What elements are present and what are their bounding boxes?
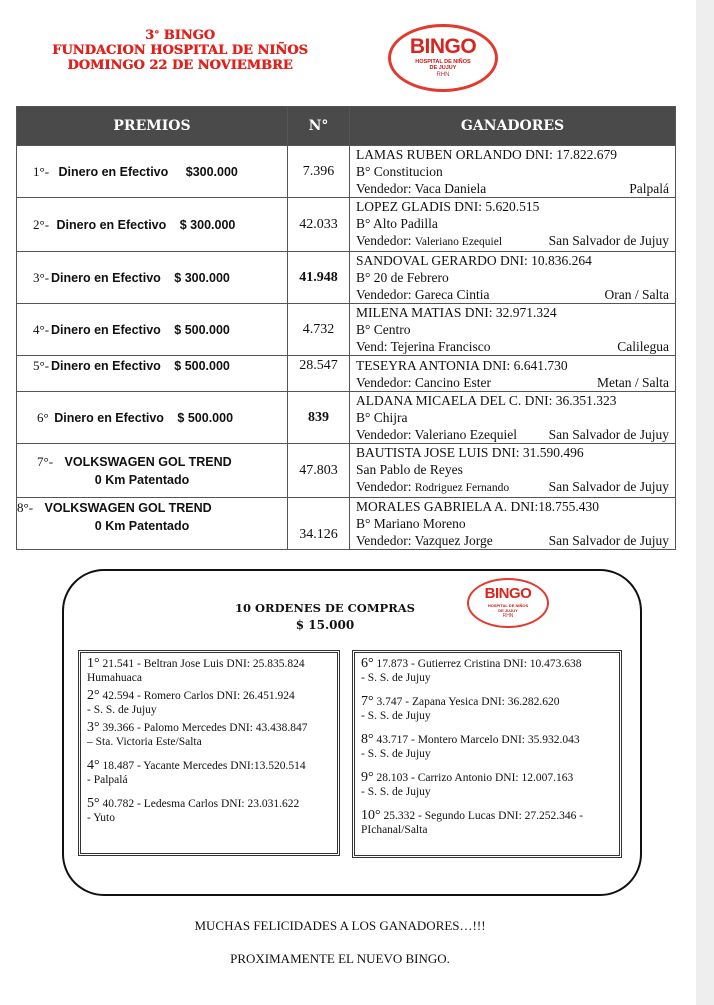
winner-localidad: Calilegua: [617, 339, 669, 354]
winner-vendedor: Vendedor: Vaca Daniela: [356, 181, 487, 196]
winner-vendedor: Vendedor: Vazquez Jorge: [356, 533, 493, 548]
table-row: [17, 304, 676, 356]
list-item: [361, 733, 613, 761]
ordenes-list-left: [78, 650, 340, 856]
list-item: [87, 657, 331, 685]
table-row: [17, 198, 676, 252]
prize-amount: $ 300.000: [174, 270, 230, 285]
prize-name: Dinero en Efectivo: [54, 410, 164, 425]
prize-amount: $ 500.000: [177, 410, 234, 425]
orden-text: 21.541 - Beltran Jose Luis DNI: 25.835.824: [99, 658, 305, 670]
orden-position: 8°: [361, 732, 374, 747]
prize-amount: $ 500.000: [174, 359, 230, 373]
logo-initials: RHN: [502, 613, 514, 619]
prize-cell: [17, 146, 288, 198]
winner-cell: [350, 356, 676, 392]
orden-position: 5°: [87, 796, 100, 811]
header-numero: N°: [288, 107, 350, 146]
winner-name: MILENA MATIAS DNI: 32.971.324: [356, 305, 557, 320]
ordenes-amount: $ 15.000: [295, 618, 355, 632]
winner-vendedor: Vendedor: Cancino Ester: [356, 374, 491, 390]
winner-cell: [350, 444, 676, 498]
page-header: [30, 28, 330, 73]
winner-vendedor-label: Vendedor:: [356, 233, 415, 248]
table-header-row: [17, 107, 676, 146]
prize-cell: [17, 444, 288, 498]
prize-detail: 0 Km Patentado: [94, 472, 190, 487]
orden-localidad: PIchanal/Salta: [361, 824, 428, 836]
page-side-strip: [696, 0, 714, 1005]
prize-cell: [17, 356, 288, 392]
winner-vendedor: Vend: Tejerina Francisco: [356, 339, 491, 354]
prize-position: 2°-: [33, 216, 50, 232]
table-row: [17, 146, 676, 198]
prize-name: Dinero en Efectivo: [56, 217, 167, 232]
header-ganadores: GANADORES: [350, 107, 676, 146]
winner-barrio: San Pablo de Reyes: [356, 462, 463, 477]
winner-name: ALDANA MICAELA DEL C. DNI: 36.351.323: [356, 393, 617, 408]
footer-next-bingo: PROXIMAMENTE EL NUEVO BINGO.: [230, 951, 450, 966]
winner-barrio: B° Constitucion: [356, 164, 443, 179]
winner-vendedor: Rodriguez Fernando: [414, 482, 510, 494]
prize-name: Dinero en Efectivo: [51, 359, 161, 373]
orden-text: 3.747 - Zapana Yesica DNI: 36.282.620: [373, 696, 560, 708]
winner-localidad: Oran / Salta: [604, 287, 669, 302]
logo-word: BINGO: [484, 585, 532, 602]
table-row: [17, 356, 676, 392]
winner-vendedor: Vendedor: Valeriano Ezequiel: [356, 427, 517, 442]
winning-number: 42.033: [288, 198, 350, 252]
orden-localidad: - S. S. de Jujuy: [361, 748, 431, 760]
orden-position: 7°: [361, 694, 374, 709]
winner-barrio: B° Centro: [356, 322, 411, 337]
orden-position: 2°: [87, 688, 100, 703]
orden-localidad: – Sta. Victoria Este/Salta: [87, 736, 202, 748]
winner-vendedor: Valeriano Ezequiel: [414, 236, 503, 248]
orden-position: 1°: [87, 656, 100, 671]
prize-position: 3°-: [33, 269, 50, 285]
header-line2: FUNDACION HOSPITAL DE NIÑOS: [52, 43, 308, 58]
prize-name: VOLKSWAGEN GOL TREND: [64, 454, 232, 469]
bingo-logo-small: [467, 578, 549, 628]
prize-position: 4°-: [33, 321, 50, 337]
header-premios: PREMIOS: [17, 107, 288, 146]
list-item: [87, 689, 331, 717]
winner-name: MORALES GABRIELA A. DNI:18.755.430: [356, 499, 600, 514]
prize-position: 7°-: [37, 453, 54, 469]
orden-localidad: - S. S. de Jujuy: [361, 672, 431, 684]
prize-amount: $ 300.000: [179, 217, 236, 232]
winner-cell: [350, 198, 676, 252]
logo-word: BINGO: [409, 35, 477, 58]
prize-name: VOLKSWAGEN GOL TREND: [44, 501, 212, 515]
header-bingo-word: BINGO: [159, 28, 215, 43]
orden-localidad: - S. S. de Jujuy: [361, 786, 431, 798]
logo-subtitle: HOSPITAL DE NIÑOS: [415, 59, 471, 65]
orden-text: 43.717 - Montero Marcelo DNI: 35.932.043: [373, 734, 580, 746]
list-item: [361, 809, 613, 837]
prize-position: 6°: [37, 409, 49, 425]
winning-number: 7.396: [288, 146, 350, 198]
orden-localidad: - Palpalá: [87, 774, 128, 786]
orden-localidad: Humahuaca: [87, 672, 142, 684]
orden-text: 28.103 - Carrizo Antonio DNI: 12.007.163: [373, 772, 574, 784]
logo-subtitle-2: DE JUJUY: [498, 608, 518, 613]
winner-localidad: San Salvador de Jujuy: [548, 427, 669, 442]
prize-amount: $300.000: [185, 164, 238, 179]
ordenes-title: 10 ORDENES DE COMPRAS: [235, 601, 415, 615]
winner-barrio: B° Alto Padilla: [356, 216, 438, 231]
winner-vendedor-label: Vendedor:: [356, 479, 415, 494]
orden-position: 9°: [361, 770, 374, 785]
winner-localidad: San Salvador de Jujuy: [548, 233, 669, 248]
bingo-logo: [388, 24, 498, 92]
list-item: [361, 771, 613, 799]
winning-number: 4.732: [288, 304, 350, 356]
winner-cell: [350, 146, 676, 198]
winner-localidad: San Salvador de Jujuy: [548, 479, 669, 494]
winner-vendedor: Vendedor: Gareca Cintia: [356, 287, 490, 302]
orden-position: 10°: [361, 808, 381, 823]
winner-localidad: Palpalá: [629, 181, 669, 196]
prize-position: 1°-: [33, 163, 50, 179]
winning-number: 41.948: [288, 252, 350, 304]
prize-position: 5°-: [33, 358, 50, 373]
orden-position: 4°: [87, 758, 100, 773]
prize-cell: [17, 392, 288, 444]
list-item: [87, 759, 331, 787]
header-line3: DOMINGO 22 DE NOVIEMBRE: [67, 58, 293, 73]
prizes-table: [16, 106, 676, 550]
winner-cell: [350, 252, 676, 304]
prize-name: Dinero en Efectivo: [51, 270, 161, 285]
prize-amount: $ 500.000: [174, 322, 230, 337]
winner-name: LAMAS RUBEN ORLANDO DNI: 17.822.679: [356, 147, 618, 162]
winner-name: TESEYRA ANTONIA DNI: 6.641.730: [356, 357, 568, 373]
orden-text: 18.487 - Yacante Mercedes DNI:13.520.514: [99, 760, 306, 772]
orden-position: 3°: [87, 720, 100, 735]
footer-congrats: MUCHAS FELICIDADES A LOS GANADORES…!!!: [194, 918, 486, 933]
winner-cell: [350, 498, 676, 550]
list-item: [87, 721, 331, 749]
list-item: [87, 797, 331, 825]
prize-name: Dinero en Efectivo: [58, 164, 169, 179]
winner-barrio: B° 20 de Febrero: [356, 270, 449, 285]
winning-number: 839: [288, 392, 350, 444]
table-row: [17, 444, 676, 498]
winner-barrio: B° Chijra: [356, 410, 408, 425]
orden-text: 42.594 - Romero Carlos DNI: 26.451.924: [99, 690, 295, 702]
table-row: [17, 498, 676, 550]
winning-number: 28.547: [288, 356, 350, 392]
header-degree: °: [154, 30, 160, 41]
winner-cell: [350, 392, 676, 444]
orden-localidad: - S. S. de Jujuy: [87, 704, 157, 716]
prize-cell: [17, 498, 288, 550]
header-bingo-number: 3: [145, 28, 155, 43]
logo-subtitle: HOSPITAL DE NIÑOS: [487, 603, 529, 608]
prize-position: 8°-: [17, 500, 34, 515]
prize-cell: [17, 252, 288, 304]
ordenes-list-right: [352, 650, 622, 858]
winner-name: LOPEZ GLADIS DNI: 5.620.515: [356, 199, 540, 214]
winner-localidad: Metan / Salta: [597, 374, 669, 390]
orden-localidad: - S. S. de Jujuy: [361, 710, 431, 722]
header-line1: [30, 28, 330, 43]
prize-name: Dinero en Efectivo: [51, 322, 161, 337]
winner-barrio: B° Mariano Moreno: [356, 516, 466, 531]
winner-localidad: San Salvador de Jujuy: [548, 533, 669, 548]
orden-position: 6°: [361, 656, 374, 671]
orden-text: 25.332 - Segundo Lucas DNI: 27.252.346 -: [380, 810, 584, 822]
winner-cell: [350, 304, 676, 356]
table-row: [17, 392, 676, 444]
orden-text: 40.782 - Ledesma Carlos DNI: 23.031.622: [99, 798, 300, 810]
orden-localidad: - Yuto: [87, 812, 116, 824]
prize-detail: 0 Km Patentado: [94, 519, 190, 533]
winner-name: SANDOVAL GERARDO DNI: 10.836.264: [356, 253, 592, 268]
winning-number: 47.803: [288, 444, 350, 498]
orden-text: 17.873 - Gutierrez Cristina DNI: 10.473.638: [373, 658, 582, 670]
logo-subtitle-2: DE JUJUY: [429, 65, 457, 71]
table-row: [17, 252, 676, 304]
winning-number: 34.126: [288, 498, 350, 550]
logo-initials: RHN: [436, 72, 450, 78]
prize-cell: [17, 304, 288, 356]
prize-cell: [17, 198, 288, 252]
list-item: [361, 657, 613, 685]
winner-name: BAUTISTA JOSE LUIS DNI: 31.590.496: [356, 445, 584, 460]
list-item: [361, 695, 613, 723]
orden-text: 39.366 - Palomo Mercedes DNI: 43.438.847: [99, 722, 308, 734]
